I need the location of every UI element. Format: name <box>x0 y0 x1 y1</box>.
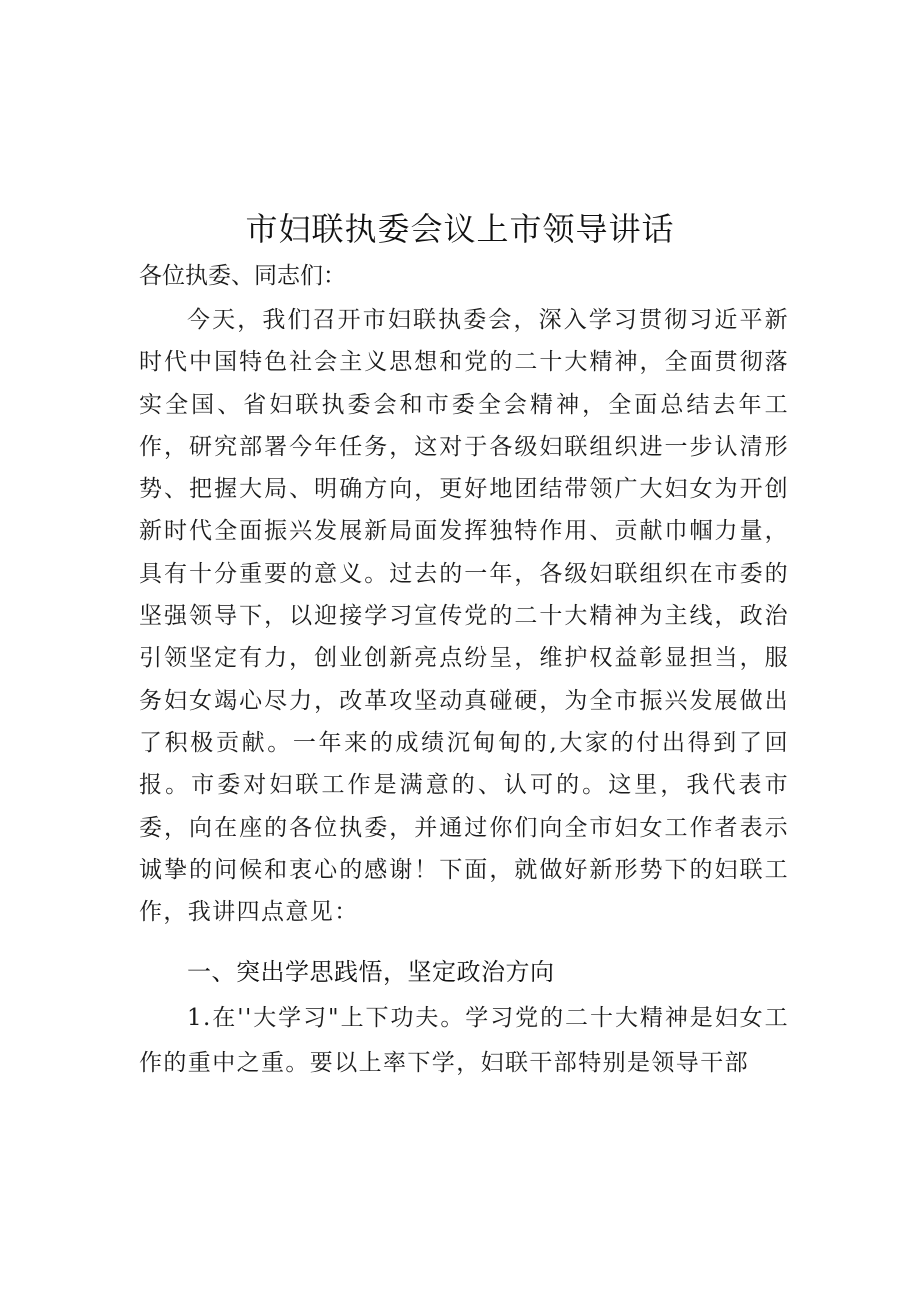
section-1-paragraph-1: 1.在''大学习"上下功夫。学习党的二十大精神是妇女工作的重中之重。要以上率下学，妇联干部特别是领导干部 <box>139 1005 789 1076</box>
document-title: 市妇联执委会议上市领导讲话 <box>245 210 675 248</box>
opening-paragraph: 今天，我们召开市妇联执委会，深入学习贯彻习近平新时代中国特色社会主义思想和党的二十大精神，全面贯彻落实全国、省妇联执委会和市委全会精神，全面总结去年工作，研究部署今年任务，这对于各级妇联组织进一步认清形势、把握大局、明确方向，更好地团结带领广大妇女为开创新时代全面振兴发展新局面发挥独特作用、贡献巾帼力量，具有十分重要的意义。过去的一年，各级妇联组织在市委的坚强领导下，以迎接学习宣传党的二十大精神为主线，政治引领坚定有力，创业创新亮点纷呈，维护权益彰显担当，服务妇女竭心尽力，改革攻坚动真碰硬，为全市振兴发展做出了积极贡献。一年来的成绩沉甸甸的,大家的付出得到了回报。市委对妇联工作是满意的、认可的。这里，我代表市委，向在座的各位执委，并通过你们向全市妇女工作者表示诚挚的问候和衷心的感谢！下面，就做好新形势下的妇联工作，我讲四点意见： <box>139 307 789 926</box>
section-heading-1: 一、突出学思践悟，坚定政治方向 <box>187 958 555 986</box>
salutation: 各位执委、同志们： <box>139 263 346 289</box>
